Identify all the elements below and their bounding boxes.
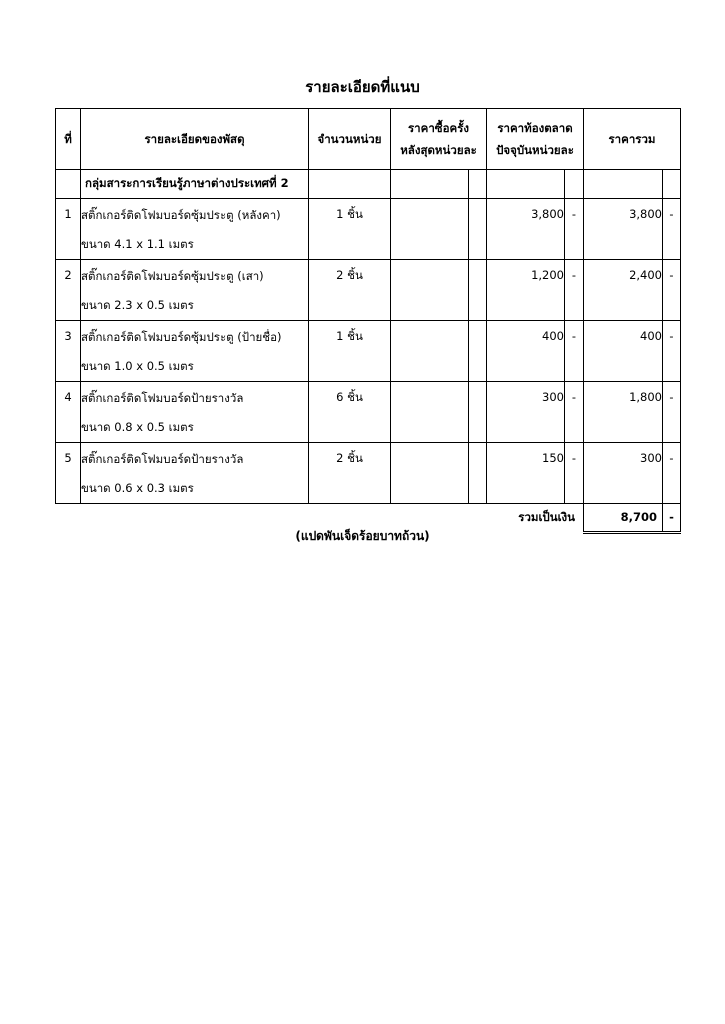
- header-total: ราคารวม: [584, 109, 681, 170]
- document-title: รายละเอียดที่แนบ: [305, 78, 420, 96]
- table-row: [56, 321, 681, 382]
- item-market-price: 300: [487, 382, 565, 443]
- item-no: 2: [56, 260, 81, 321]
- item-last-satang: [469, 260, 487, 321]
- item-size: ขนาด 0.8 x 0.5 เมตร: [81, 420, 194, 434]
- item-name: สติ๊กเกอร์ติดโฟมบอร์ดซุ้มประตู (หลังคา): [81, 208, 281, 222]
- item-last-price: [391, 199, 469, 260]
- item-no: 4: [56, 382, 81, 443]
- item-market-satang: -: [565, 199, 584, 260]
- item-market-satang: -: [565, 321, 584, 382]
- item-size: ขนาด 2.3 x 0.5 เมตร: [81, 298, 194, 312]
- item-name: สติ๊กเกอร์ติดโฟมบอร์ดซุ้มประตู (เสา): [81, 269, 264, 283]
- item-market-satang: -: [565, 443, 584, 504]
- header-market-price-line2: ปัจจุบันหน่วยละ: [496, 143, 574, 157]
- header-quantity: จำนวนหน่วย: [309, 109, 391, 170]
- item-quantity: 6 ชิ้น: [309, 382, 391, 443]
- header-description: รายละเอียดของพัสดุ: [81, 109, 309, 170]
- item-total-satang: -: [663, 260, 681, 321]
- item-last-satang: [469, 443, 487, 504]
- table-row: [56, 382, 681, 443]
- item-description: [81, 321, 309, 382]
- group-label: กลุ่มสาระการเรียนรู้ภาษาต่างประเทศที่ 2: [81, 170, 309, 199]
- table-row: [56, 443, 681, 504]
- item-total: 300: [584, 443, 663, 504]
- header-last-price-line1: ราคาซื้อครั้ง: [408, 121, 469, 135]
- header-no: ที่: [56, 109, 81, 170]
- item-size: ขนาด 0.6 x 0.3 เมตร: [81, 481, 194, 495]
- item-name: สติ๊กเกอร์ติดโฟมบอร์ดป้ายรางวัล: [81, 452, 244, 466]
- item-total: 1,800: [584, 382, 663, 443]
- item-last-satang: [469, 199, 487, 260]
- item-total-satang: -: [663, 321, 681, 382]
- item-quantity: 2 ชิ้น: [309, 260, 391, 321]
- item-last-price: [391, 321, 469, 382]
- item-name: สติ๊กเกอร์ติดโฟมบอร์ดซุ้มประตู (ป้ายชื่อ): [81, 330, 282, 344]
- amount-in-words: (แปดพันเจ็ดร้อยบาทถ้วน): [295, 529, 430, 543]
- item-market-satang: -: [565, 260, 584, 321]
- header-market-price: [487, 109, 584, 170]
- item-description: [81, 382, 309, 443]
- item-last-price: [391, 260, 469, 321]
- item-last-satang: [469, 382, 487, 443]
- item-size: ขนาด 4.1 x 1.1 เมตร: [81, 237, 194, 251]
- header-last-price: [391, 109, 487, 170]
- item-total-satang: -: [663, 382, 681, 443]
- item-quantity: 1 ชิ้น: [309, 199, 391, 260]
- item-quantity: 1 ชิ้น: [309, 321, 391, 382]
- header-market-price-line1: ราคาท้องตลาด: [497, 121, 573, 135]
- summary-total: 8,700: [584, 504, 663, 533]
- summary-label: รวมเป็นเงิน: [518, 510, 575, 524]
- item-total: 2,400: [584, 260, 663, 321]
- item-quantity: 2 ชิ้น: [309, 443, 391, 504]
- item-market-price: 1,200: [487, 260, 565, 321]
- item-no: 1: [56, 199, 81, 260]
- item-total-satang: -: [663, 199, 681, 260]
- item-market-price: 150: [487, 443, 565, 504]
- table-row: [56, 260, 681, 321]
- item-total: 3,800: [584, 199, 663, 260]
- item-last-price: [391, 382, 469, 443]
- item-market-satang: -: [565, 382, 584, 443]
- table-header-row: [56, 109, 681, 170]
- item-total-satang: -: [663, 443, 681, 504]
- item-description: [81, 260, 309, 321]
- item-market-price: 400: [487, 321, 565, 382]
- group-row: [56, 170, 681, 199]
- item-name: สติ๊กเกอร์ติดโฟมบอร์ดป้ายรางวัล: [81, 391, 244, 405]
- item-total: 400: [584, 321, 663, 382]
- items-table: [55, 108, 681, 534]
- item-no: 5: [56, 443, 81, 504]
- item-size: ขนาด 1.0 x 0.5 เมตร: [81, 359, 194, 373]
- summary-total-satang: -: [663, 504, 681, 533]
- item-description: [81, 199, 309, 260]
- header-last-price-line2: หลังสุดหน่วยละ: [400, 143, 477, 157]
- item-description: [81, 443, 309, 504]
- item-last-price: [391, 443, 469, 504]
- item-market-price: 3,800: [487, 199, 565, 260]
- item-no: 3: [56, 321, 81, 382]
- table-row: [56, 199, 681, 260]
- item-last-satang: [469, 321, 487, 382]
